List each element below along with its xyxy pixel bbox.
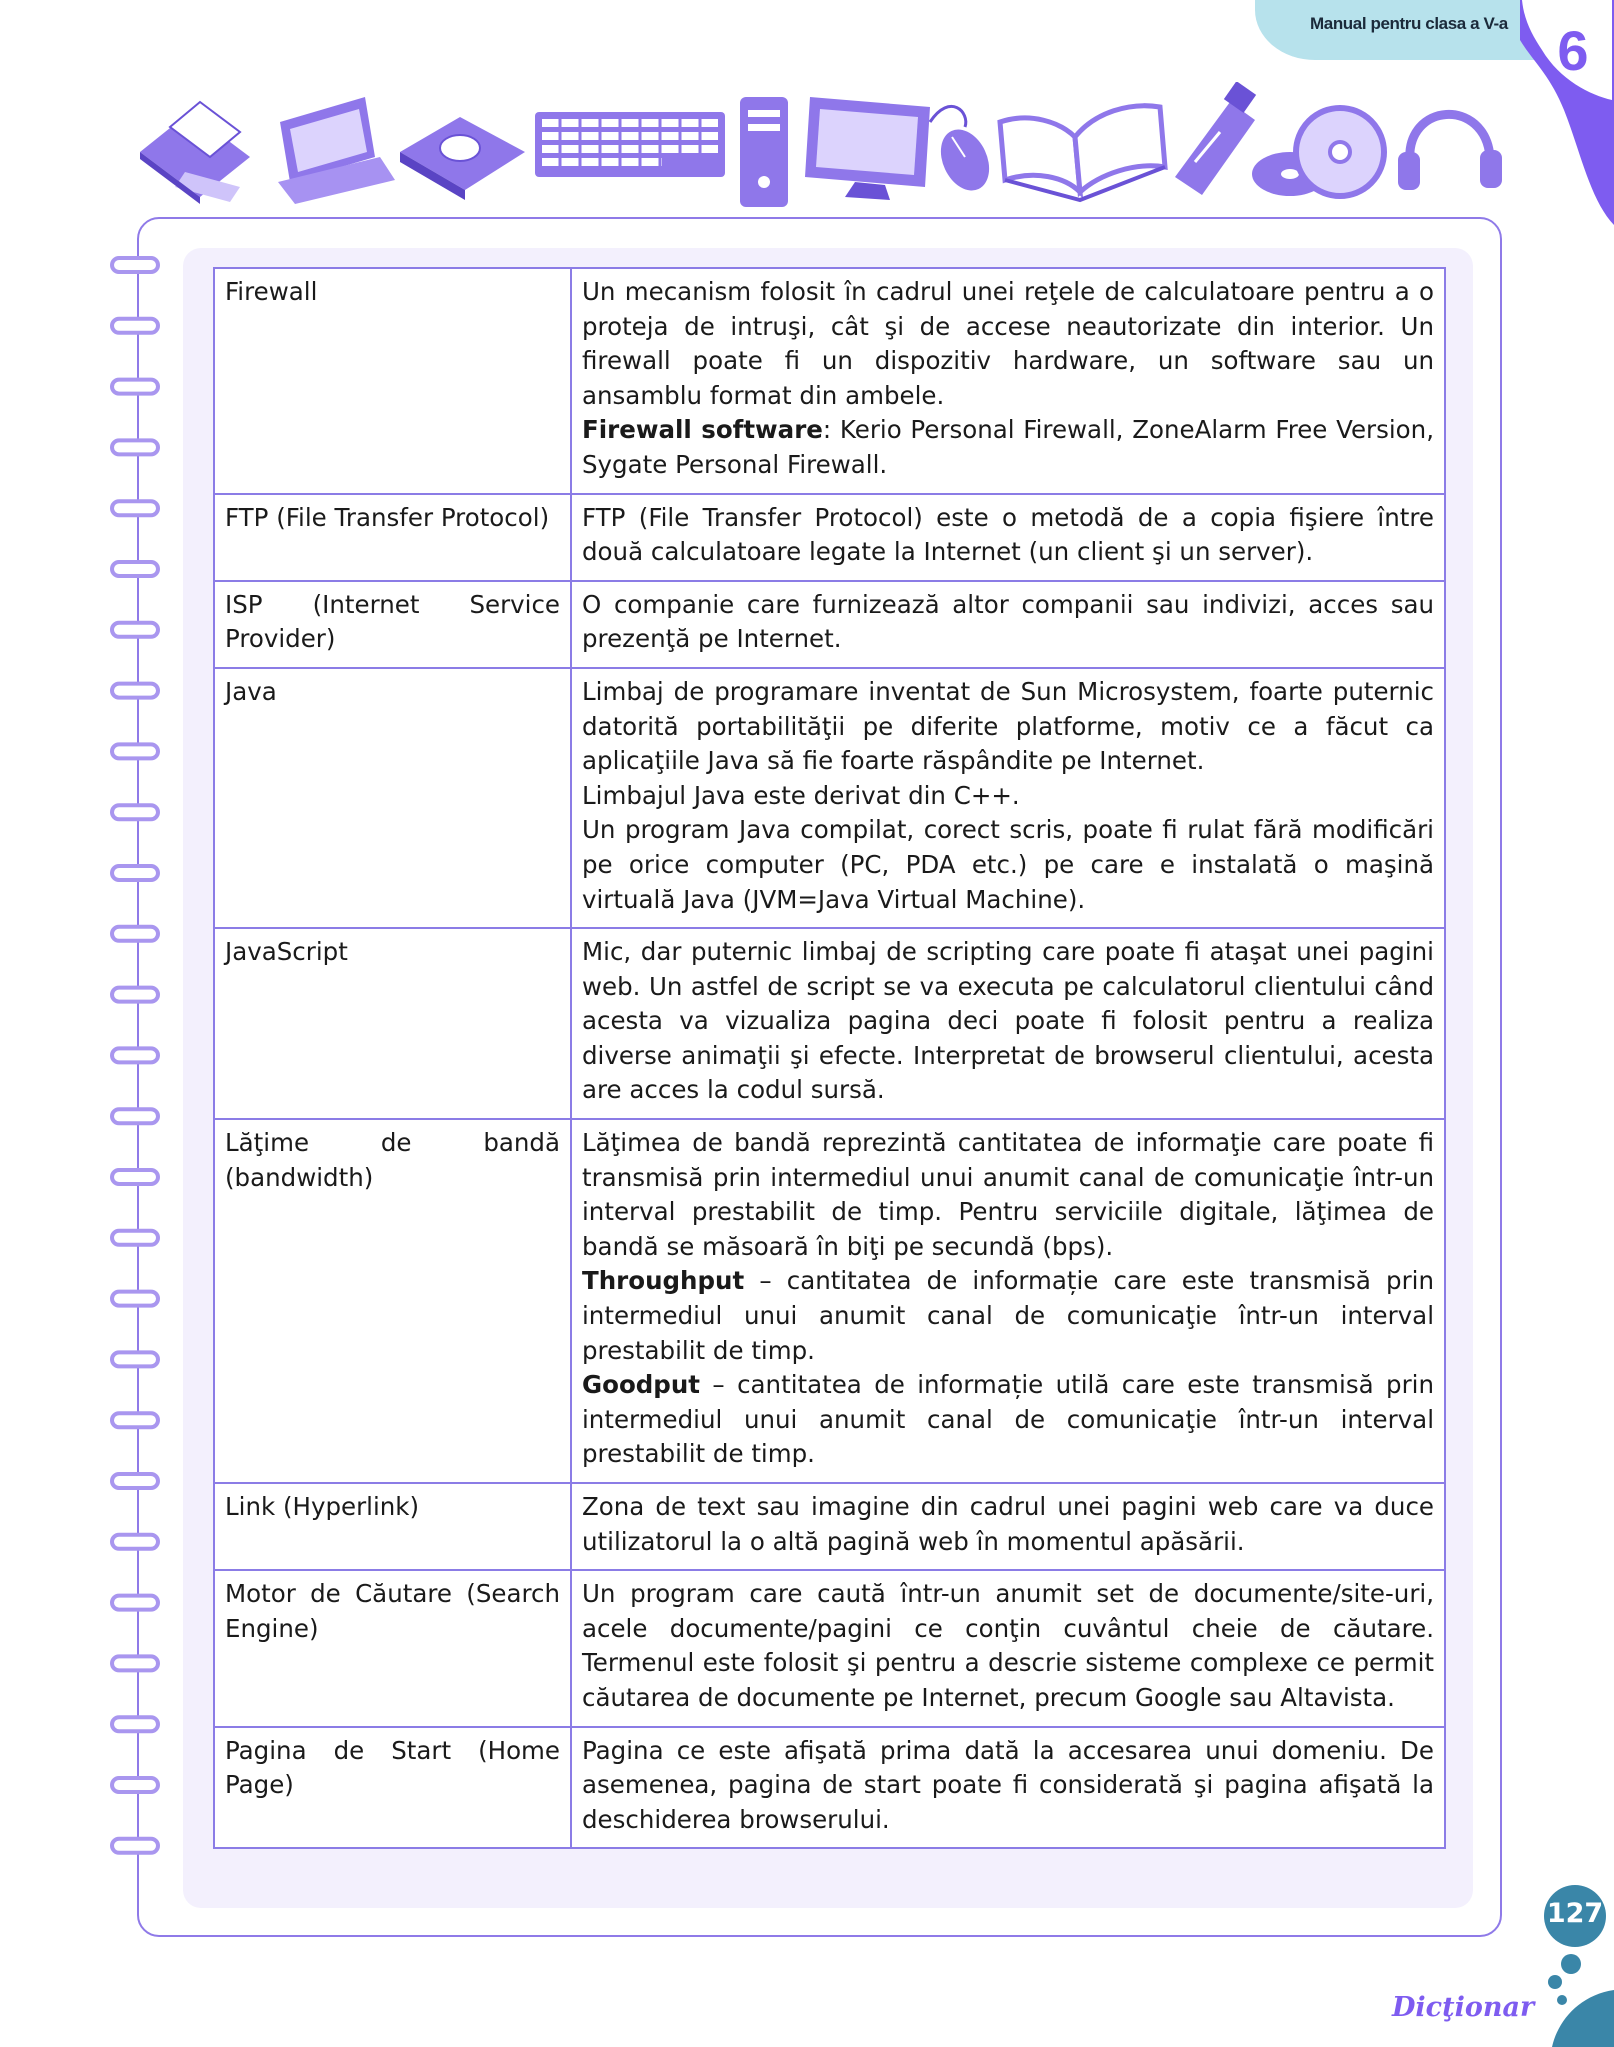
table-row <box>214 928 1445 1119</box>
book-icon <box>1000 106 1165 200</box>
table-row <box>214 1727 1445 1849</box>
mouse-pad-icon <box>400 117 525 200</box>
definition-cell <box>571 268 1445 494</box>
binding-ring <box>112 501 158 515</box>
mouse-icon <box>930 106 998 198</box>
definition-paragraph: O companie care furnizează altor companii sau indivizi, acces sau prezenţă pe Internet. <box>582 589 1434 654</box>
pc-tower-icon <box>740 97 788 207</box>
binding-ring <box>112 1231 158 1245</box>
glossary-table <box>213 267 1446 1849</box>
binding-ring <box>112 1474 158 1488</box>
binding-ring <box>112 866 158 880</box>
term-cell: Motor de Căutare (Search Engine) <box>214 1570 571 1726</box>
term-cell: Firewall <box>214 268 571 494</box>
page-number: 127 <box>1546 1898 1604 1929</box>
definition-cell <box>571 1727 1445 1849</box>
manual-title: Manual pentru clasa a V-a <box>1310 14 1508 33</box>
definition-paragraph: Limbajul Java este derivat din C++. <box>582 780 1020 810</box>
definition-paragraph: FTP (File Transfer Protocol) este o metodă de a copia fişiere între două calculatoare legate la Internet (un client şi un server). <box>582 502 1434 567</box>
binding-ring <box>112 623 158 637</box>
binding-ring <box>112 1170 158 1184</box>
binding-ring <box>112 1656 158 1670</box>
binding-ring <box>112 988 158 1002</box>
table-row <box>214 1119 1445 1483</box>
binding-ring <box>112 1778 158 1792</box>
binding-ring <box>112 319 158 333</box>
binding-ring <box>112 1839 158 1853</box>
binding-ring <box>112 1048 158 1062</box>
spiral-binding <box>108 248 168 1868</box>
binding-ring <box>112 805 158 819</box>
table-row <box>214 581 1445 668</box>
binding-ring <box>112 744 158 758</box>
monitor-icon <box>805 97 930 200</box>
definition-paragraph: Un mecanism folosit în cadrul unei reţele de calculatoare pentru a o proteja de intruşi, cât şi de accese neautorizate din interior. Un firewall poate fi un dispozitiv hardware, un software sau un ansamblu format din ambele. <box>582 277 1434 410</box>
definition-paragraph: Mic, dar puternic limbaj de scripting care poate fi ataşat unei pagini web. Un astfel de script se va executa pe calculatorul clientului când acesta va vizualiza pagina deci poate fi folosit pentru a realiza diverse animaţii şi efecte. Interpretat de browserul clientului, acesta are acces la codul sursă. <box>582 937 1434 1105</box>
definition-paragraph: Pagina ce este afişată prima dată la accesarea unui domeniu. De asemenea, pagina de start poate fi considerată şi pagina afişată la deschiderea browserului. <box>582 1735 1434 1834</box>
binding-ring <box>112 562 158 576</box>
usb-drive-icon <box>1175 82 1256 195</box>
headphones-icon <box>1398 114 1502 190</box>
binding-ring <box>112 1535 158 1549</box>
definition-cell <box>571 1570 1445 1726</box>
binding-ring <box>112 1352 158 1366</box>
cd-disc-icon <box>1252 108 1384 196</box>
term-cell: Link (Hyperlink) <box>214 1483 571 1570</box>
definition-paragraph: Firewall software: Kerio Personal Firewall, ZoneAlarm Free Version, Sygate Personal Firewall. <box>582 415 1434 479</box>
bold-term: Goodput <box>582 1370 701 1400</box>
binding-ring <box>112 684 158 698</box>
definition-paragraph: Limbaj de programare inventat de Sun Microsystem, foarte puternic datorită portabilităţii pe diferite platforme, motiv ce a făcut ca aplicaţiile Java să fie foarte răspândite pe Internet. <box>582 676 1434 776</box>
definition-paragraph: Throughput – cantitatea de informație care este transmisă prin intermediul unui anumit canal de comunicaţie într-un interval prestabilit de timp. <box>582 1266 1434 1365</box>
table-row <box>214 1570 1445 1726</box>
binding-ring <box>112 1109 158 1123</box>
definition-paragraph: Un program care caută într-un anumit set de documente/site-uri, acele documente/pagini ce conţin cuvântul cheie de căutare. Termenul este folosit şi pentru a descrie sisteme complexe ce permit căutarea de documente pe Internet, precum Google sau Altavista. <box>582 1579 1434 1712</box>
definition-paragraph: Lăţimea de bandă reprezintă cantitatea de informaţie care poate fi transmisă prin intermediul unui anumit canal de comunicaţie într-un interval prestabilit de timp. Pentru serviciile digitale, lăţimea de bandă se măsoară în biţi pe secundă (bps). <box>582 1128 1434 1261</box>
table-row <box>214 494 1445 581</box>
binding-ring <box>112 258 158 272</box>
icons-strip <box>130 82 1510 212</box>
binding-ring <box>112 1413 158 1427</box>
definition-cell <box>571 494 1445 581</box>
term-cell: Pagina de Start (Home Page) <box>214 1727 571 1849</box>
table-row <box>214 668 1445 928</box>
definition-paragraph: Goodput – cantitatea de informație utilă care este transmisă prin intermediul unui anumit canal de comunicaţie într-un interval prestabilit de timp. <box>582 1370 1434 1469</box>
bold-term: Throughput <box>582 1266 745 1296</box>
table-row <box>214 1483 1445 1570</box>
binding-ring <box>112 440 158 454</box>
footer-section-label: Dicţionar <box>1392 1992 1535 2023</box>
definition-paragraph: Zona de text sau imagine din cadrul unei pagini web care va duce utilizatorul la o altă pagină web în momentul apăsării. <box>582 1492 1434 1556</box>
bold-term: Firewall software <box>582 415 823 445</box>
binding-ring <box>112 1596 158 1610</box>
binding-ring <box>112 1292 158 1306</box>
definition-cell <box>571 1483 1445 1570</box>
printer-icon <box>140 102 250 204</box>
binding-ring <box>112 1717 158 1731</box>
term-cell: Lăţime de bandă (bandwidth) <box>214 1119 571 1483</box>
term-cell: Java <box>214 668 571 928</box>
chapter-number: 6 <box>1557 19 1589 82</box>
definition-cell <box>571 581 1445 668</box>
term-cell: FTP (File Transfer Protocol) <box>214 494 571 581</box>
definition-cell <box>571 668 1445 928</box>
term-cell: ISP (Internet Service Provider) <box>214 581 571 668</box>
binding-ring <box>112 380 158 394</box>
glossary-body <box>214 268 1445 1848</box>
definition-cell <box>571 928 1445 1119</box>
table-row <box>214 268 1445 494</box>
definition-paragraph: Un program Java compilat, corect scris, poate fi rulat fără modificări pe orice computer (PC, PDA etc.) pe care e instalată o maşină virtuală Java (JVM=Java Virtual Machine). <box>582 815 1434 914</box>
term-cell: JavaScript <box>214 928 571 1119</box>
definition-cell <box>571 1119 1445 1483</box>
laptop-icon <box>278 97 395 204</box>
binding-ring <box>112 927 158 941</box>
keyboard-icon <box>535 112 725 177</box>
